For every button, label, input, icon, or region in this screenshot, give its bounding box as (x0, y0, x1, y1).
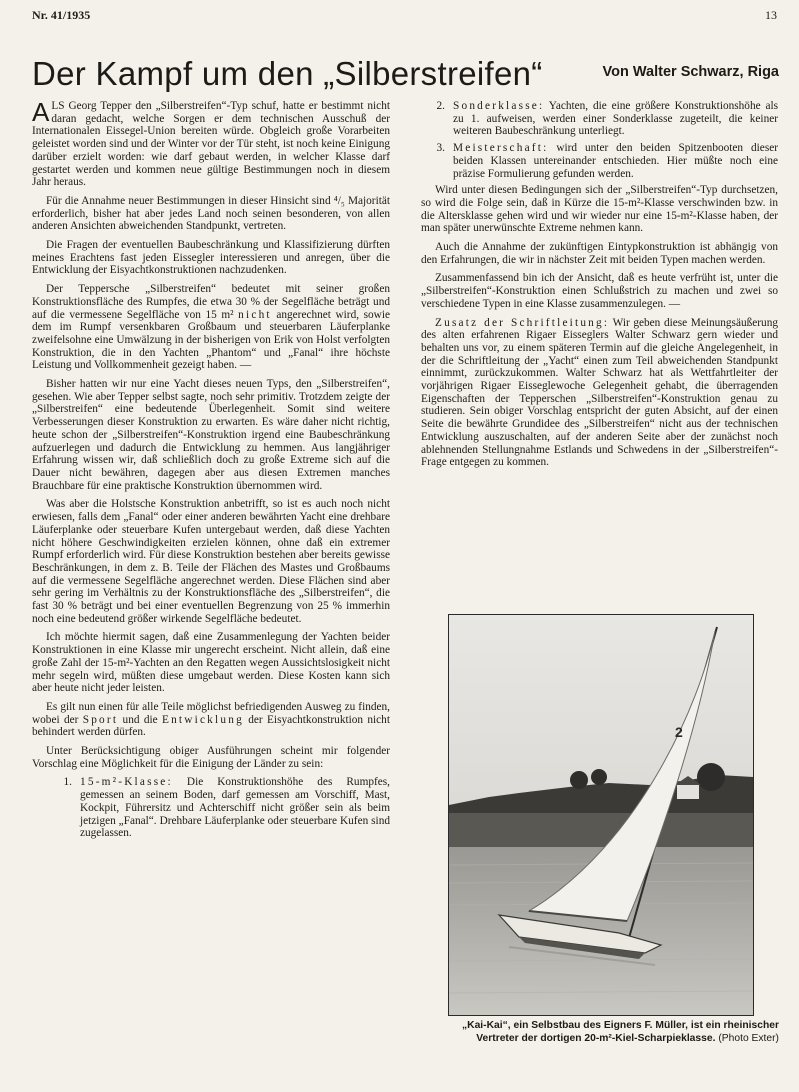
spaced-emphasis: Sport (82, 713, 119, 726)
paragraph: Die Fragen der eventuellen Baubeschränkung und Klassifizierung dürften meines Erachtens fast jeden Eissegler interessieren und anregen, über die Entwicklung der Eisyachtkonstruktionen nachzudenken. (32, 239, 390, 277)
paragraph: Der Teppersche „Silberstreifen“ bedeutet mit seiner großen Konstruktionsfläche des Rumpfes, die etwa 30 % der Segelfläche beträgt und auf die vermessene Segelfläche von 15 m² nicht angerechnet wird, sowie dem im Rumpf versenkbaren Großbaum und steuerbaren Läuferplanke zweifelsohne eine Umwälzung in der bisherigen von Erik von Holst verfolgten Konstruktion, die in den Yachten „Phantom“ und „Fanal“ ihre höchste Leistung und Vollkommenheit gezeigt haben. — (32, 283, 390, 372)
item-label: Meisterschaft: (453, 142, 549, 155)
article-author: Von Walter Schwarz, Riga (602, 64, 779, 80)
paragraph: Unter Berücksichtigung obiger Ausführungen scheint mir folgender Vorschlag eine Möglichkeit für die Einigung der Länder zu sein: (32, 745, 390, 770)
page-number: 13 (765, 8, 777, 22)
left-column (32, 97, 390, 844)
paragraph: Auch die Annahme der zukünftigen Eintypkonstruktion ist abhängig von den Erfahrungen, die wir in nächster Zeit mit beiden Typen machen werden. (421, 241, 778, 266)
article-title: Der Kampf um den „Silberstreifen“ (32, 55, 543, 92)
paragraph: Für die Annahme neuer Bestimmungen in dieser Hinsicht sind ⁴/₅ Majorität erforderlich, bisher hat aber jedes Land noch seinen besonderen, von allen anderen Ansichten abweichenden Standpunkt, vertreten. (32, 194, 390, 233)
item-number: 3. (436, 142, 445, 155)
paragraph: Ich möchte hiermit sagen, daß eine Zusammenlegung der Yachten beider Konstruktionen in eine Klasse mir ungerecht erscheint. Nicht allein, daß eine große Zahl der 15-m²-Yachten an den Regatten wegen Aussichtslosigkeit nicht mehr segeln wird, müßten diese umgebaut werden. Diese Kosten kann sich aber heute nicht jeder leisten. (32, 631, 390, 695)
headline-row (32, 56, 779, 96)
proposal-item-2 (421, 100, 778, 138)
paragraph: Wird unter diesen Bedingungen sich der „Silberstreifen“-Typ durchsetzen, so wird die Folge sein, daß in Kürze die 15-m²-Klasse verschwinden bzw. in die Altersklasse gehen wird und wir wieder nur eine 15-m²-Klasse haben, der man später unerwünschte Extreme nehmen kann. (421, 184, 778, 235)
paragraph: Bisher hatten wir nur eine Yacht dieses neuen Typs, den „Silberstreifen“, gesehen. Wie aber Tepper selbst sagte, noch sehr primitiv. Trotzdem zeigte der „Silberstreifen“ eine bedeutende Überlegenheit. Somit sind weitere Verbesserungen dieser Konstruktion zu erwarten. Es wäre daher nicht richtig, heute schon der „Silberstreifen“-Konstruktion irgend eine Baubeschränkung aufzuerlegen und dadurch die Entwicklung zu hemmen. Aus langjähriger Erfahrung wissen wir, daß schließlich doch zu große Extreme sich auf die Dauer nicht bewähren, dagegen aber aus diesen Extremen manches Brauchbare für eine praktische Konstruktion übernommen wird. (32, 378, 390, 492)
intro-text: Georg Tepper den „Silberstreifen“-Typ schuf, hatte er bestimmt nicht daran gedacht, welche Sorgen er dem technischen Ausschuß der Internationalen Eissegel-Union bereiten würde. Obgleich große Vorarbeiten geleistet worden sind und der Winter vor der Tür steht, ist noch keine Einigung darüber erzielt worden: wie darf gebaut werden, in welcher Klasse darf gestartet werden und kommen neue gültige Bestimmungen noch in diesem Jahr heraus. (32, 100, 390, 189)
item-text: Meisterschaft: wird unter den beiden Spitzenbooten dieser beiden Klassen untereinander entschieden. Hier müßte noch eine präzise Formulierung gefunden werden. (453, 142, 778, 180)
spaced-emphasis: Entwicklung (161, 713, 244, 726)
item-number: 2. (436, 100, 445, 112)
item-label: Sonderklasse: (453, 100, 545, 112)
item-text: Sonderklasse: Yachten, die eine größere Konstruktionshöhe als zu 1. aufweisen, werden einer Sonderklasse zugeteilt, die keiner weiteren Baubeschränkung unterliegt. (453, 100, 779, 138)
item-label: 15-m²-Klasse: (80, 776, 173, 789)
editorial-note: Zusatz der Schriftleitung: Wir geben diese Meinungsäußerung des alten erfahrenen Rigaer Eisseglers Walter Schwarz gern wieder und behalten uns vor, zu einem späteren Termin auf die gleiche Angelegenheit, in der die Schriftleitung der „Yacht“ einen zum Teil abweichenden Standpunkt einnimmt, zurückzukommen. Walter Schwarz hat als Wettfahrtleiter der vorjährigen Rigaer Eisseglewoche Gelegenheit gehabt, die überragenden Eigenschaften der Tepperschen „Silberstreifen“-Konstruktion genau zu studieren. Sein obiger Vorschlag entspricht der guten Absicht, auf der einen Seite die bewährte Grundidee des „Silberstreifen“ nicht aus der technischen Entwicklung auszuschalten, auf der anderen Seite aber der zunächst noch ablehnenden Stellungnahme Estlands und Schwedens in der „Silberstreifen“-Frage entgegen zu kommen. (421, 316, 778, 469)
photo-caption (425, 1020, 779, 1046)
proposal-item-1 (32, 776, 390, 840)
paragraph: Es gilt nun einen für alle Teile möglichst befriedigenden Ausweg zu finden, wobei der Sport und die Entwicklung der Eisyachtkonstruktion nicht behindert werden dürfen. (32, 700, 390, 739)
far-bank (449, 813, 753, 849)
editorial-label: Zusatz der Schriftleitung: (435, 316, 610, 329)
paragraph: Was aber die Holstsche Konstruktion anbetrifft, so ist es auch noch nicht erwiesen, falls dem „Fanal“ oder einer anderen bewährten Yacht eine drehbare Läuferplanke oder steuerbare Kufen untergebaut werden, daß diese Yachten nicht höhere Geschwindigkeiten erzielen können, ohne daß ein extremer Rumpf erforderlich wird. Für diese Konstruktion bestehen aber bereits gewisse Beschränkungen, in dem z. B. Teile der Flächen des Mastes und Großbaums auf die vermessene Segelfläche angerechnet werden. Diese Flächen sind aber sehr gering im Verhältnis zu der Konstruktionsfläche des „Silberstreifen“, die fast 30 % beträgt und bei einer eventuellen Begrenzung von 25 % immerhin noch eine bedeutend größer wirkende Segelfläche bedeutet. (32, 498, 390, 625)
intro-initials: LS (51, 100, 65, 112)
sail-number: 2 (675, 724, 683, 740)
right-column (421, 100, 778, 475)
proposal-item-3 (421, 142, 778, 180)
sailboat-photo (448, 614, 754, 1016)
caption-text: „Kai-Kai“, ein Selbstbau des Eigners F. Müller, ist ein rheinischer Vertreter der dortigen 20-m²-Kiel-Scharpieklasse. (461, 1020, 779, 1044)
item-number: 1. (63, 776, 72, 789)
issue-number: Nr. 41/1935 (32, 8, 91, 22)
photo-credit: (Photo Exter) (718, 1032, 779, 1044)
drop-cap: A (32, 97, 50, 127)
shore-house (677, 785, 699, 799)
intro-paragraph (32, 97, 390, 189)
item-text: 15-m²-Klasse: Die Konstruktionshöhe des Rumpfes, gemessen an seinem Boden, darf gemessen am Vorschiff, Mast, Kockpit, Führersitz und Achterschiff nicht größer sein als beim jetzigen „Fanal“. Drehbare Läuferplanke oder steuerbare Kufen sind zugelassen. (80, 776, 390, 840)
paragraph: Zusammenfassend bin ich der Ansicht, daß es heute verfrüht ist, unter die „Silberstreifen“-Konstruktion einen Schlußstrich zu machen und zwei so verschiedene Typen in eine Klasse zusammenzulegen. — (421, 272, 778, 310)
photo-illustration (449, 615, 753, 1015)
spaced-emphasis: nicht (238, 308, 272, 321)
